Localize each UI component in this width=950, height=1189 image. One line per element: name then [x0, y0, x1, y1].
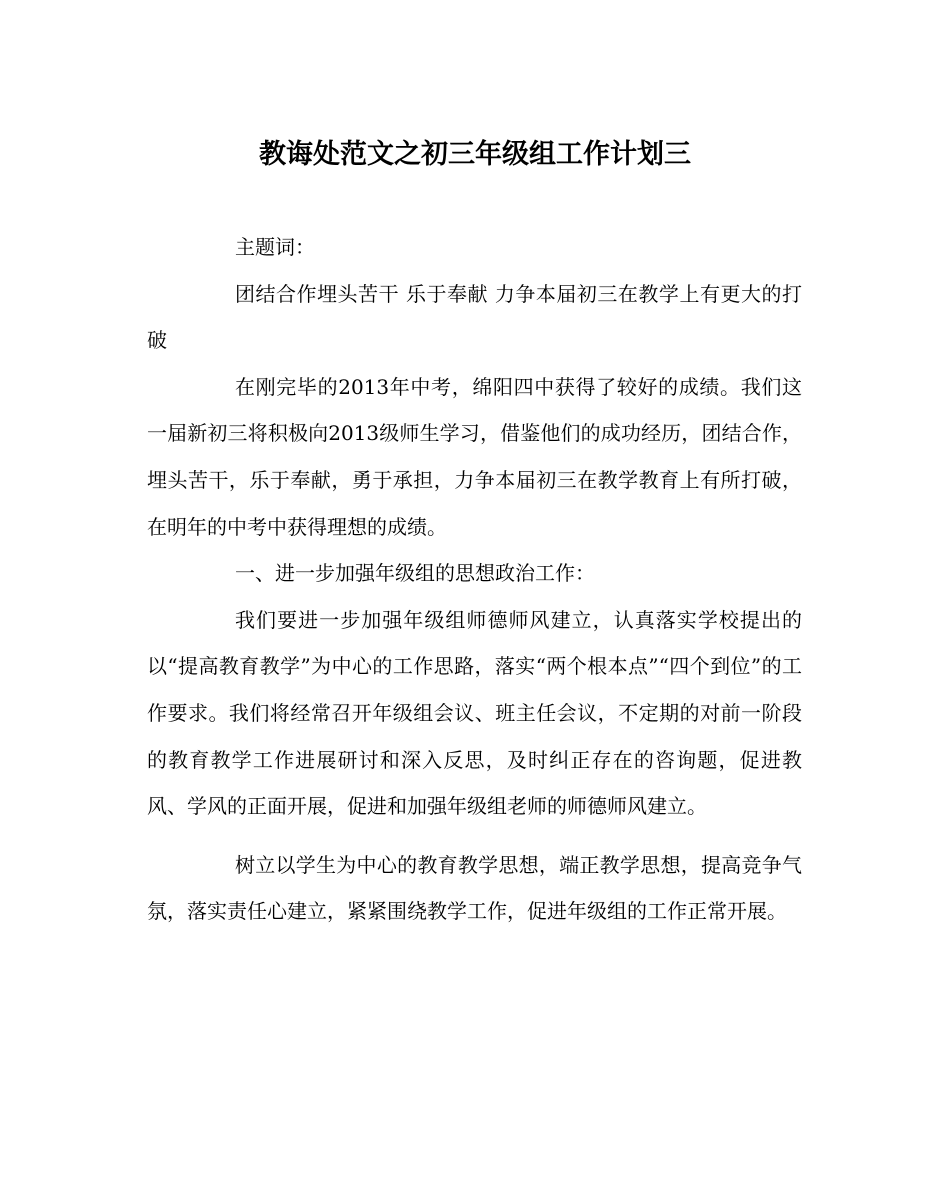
keywords-paragraph: 团结合作埋头苦干 乐于奉献 力争本届初三在教学上有更大的打破: [147, 281, 802, 353]
keywords-label: 主题词：: [235, 235, 315, 259]
body-paragraph: 树立以学生为中心的教育教学思想，端正教学思想，提高竞争气氛，落实责任心建立，紧紧围绕教学工作，促进年级组的工作正常开展。: [147, 852, 802, 924]
section-heading: 一、进一步加强年级组的思想政治工作：: [235, 561, 595, 586]
document-body: [147, 224, 802, 935]
intro-paragraph: 在刚完毕的2013年中考，绵阳四中获得了较好的成绩。我们这一届新初三将积极向2013级师生学习，借鉴他们的成功经历，团结合作，埋头苦干，乐于奉献，勇于承担，力争本届初三在教学教育上有所打破，在明年的中考中获得理想的成绩。: [147, 374, 802, 539]
body-paragraph: 我们要进一步加强年级组师德师风建立，认真落实学校提出的以“提高教育教学”为中心的工作思路，落实“两个根本点”“四个到位”的工作要求。我们将经常召开年级组会议、班主任会议，不定期的对前一阶段的教育教学工作进展研讨和深入反思，及时纠正存在的咨询题，促进教风、学风的正面开展，促进和加强年级组老师的师德师风建立。: [147, 607, 802, 819]
document-title: 教诲处范文之初三年级组工作计划三: [259, 139, 691, 170]
